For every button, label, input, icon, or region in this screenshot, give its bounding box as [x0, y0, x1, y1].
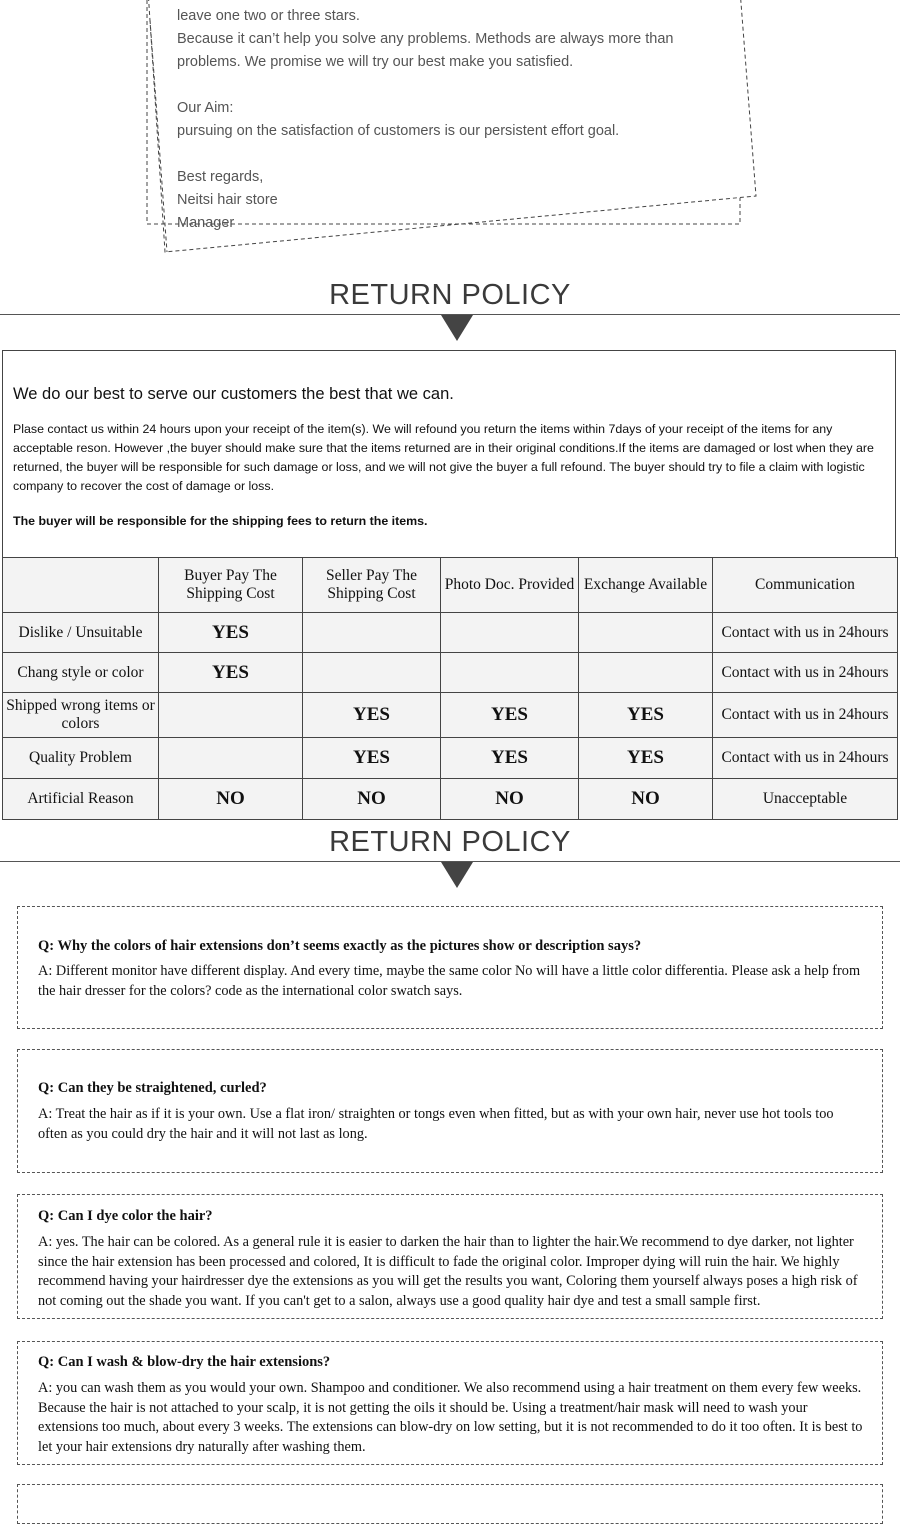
table-cell: Contact with us in 24hours: [713, 653, 898, 693]
table-cell: Artificial Reason: [3, 779, 159, 820]
table-cell: [303, 613, 441, 653]
table-row: [3, 779, 898, 820]
table-header-cell: [3, 558, 159, 613]
table-cell: YES: [441, 693, 579, 738]
table-cell: YES: [303, 738, 441, 779]
table-cell: YES: [303, 693, 441, 738]
down-arrow-icon: [441, 862, 473, 888]
table-row: [3, 693, 898, 738]
table-cell: [303, 653, 441, 693]
letter-text: [177, 0, 737, 235]
letter-line: pursuing on the satisfaction of customers is our persistent effort goal.: [177, 123, 620, 139]
faq-answer: A: yes. The hair can be colored. As a general rule it is easier to darken the hair than to lighter the hair.We recommend to dye darker, not lighter since the hair extension has been processed and colored, It is difficult to fade the original color. Improper dying will ruin the hair. We highly recommend having your hairdresser dye the extensions as you will get the results you want, Coloring them yourself always poses a high risk of not coming out the shade you want. If you can't get to a salon, always use a good quality hair dye and test a small sample first.: [38, 1234, 858, 1309]
letter-line: leave one two or three stars.: [177, 8, 360, 24]
table-header-cell: Photo Doc. Provided: [441, 558, 579, 613]
table-cell: Contact with us in 24hours: [713, 693, 898, 738]
faq-item: [17, 906, 883, 1029]
return-policy-box: [2, 350, 896, 817]
table-cell: [579, 613, 713, 653]
faq-question: Q: Can I wash & blow-dry the hair extensions?: [38, 1354, 331, 1370]
table-cell: Contact with us in 24hours: [713, 738, 898, 779]
table-cell: YES: [579, 738, 713, 779]
table-header-cell: Exchange Available: [579, 558, 713, 613]
table-cell: Unacceptable: [713, 779, 898, 820]
table-row: [3, 653, 898, 693]
faq-question: Q: Can I dye color the hair?: [38, 1208, 213, 1224]
table-cell: Chang style or color: [3, 653, 159, 693]
table-cell: NO: [579, 779, 713, 820]
table-cell: YES: [159, 653, 303, 693]
table-cell: Shipped wrong items or colors: [3, 693, 159, 738]
letter-line: Best regards,: [177, 169, 264, 185]
down-arrow-icon: [441, 315, 473, 341]
return-policy-header: [0, 279, 900, 349]
faq-question: Q: Why the colors of hair extensions don’t seems exactly as the pictures show or description says?: [38, 938, 642, 954]
table-cell: NO: [303, 779, 441, 820]
faq-answer: A: Treat the hair as if it is your own. Use a flat iron/ straighten or tongs even when fitted, but as with your own hair, never use hot tools too often as you could dry the hair and it will not last as long.: [38, 1106, 834, 1142]
table-header-row: [3, 558, 898, 613]
return-policy-table: [2, 557, 898, 820]
section-title: RETURN POLICY: [329, 826, 571, 858]
table-cell: Quality Problem: [3, 738, 159, 779]
table-cell: [159, 693, 303, 738]
table-cell: [441, 653, 579, 693]
table-cell: [579, 653, 713, 693]
faq-question: Q: Can they be straightened, curled?: [38, 1080, 267, 1096]
letter-line: Because it can’t help you solve any problems. Methods are always more than: [177, 31, 674, 47]
faq-item: [17, 1049, 883, 1173]
table-cell: Contact with us in 24hours: [713, 613, 898, 653]
faq-item: [17, 1341, 883, 1465]
faq-answer: A: you can wash them as you would your own. Shampoo and conditioner. We also recommend using a hair treatment on them every few weeks. Because the hair is not attached to your scalp, it is not getting the oils it should be. Using a treatment/hair mask will need to wash your extensions too much, about every 3 weeks. The extensions can blow-dry on low setting, but it is not recommended to do it too often. It is best to let your hair extensions dry naturally after washing them.: [38, 1380, 863, 1455]
faq-item: [17, 1194, 883, 1319]
table-header-cell: Buyer Pay The Shipping Cost: [159, 558, 303, 613]
table-row: [3, 613, 898, 653]
letter-line: Neitsi hair store: [177, 192, 278, 208]
table-header-cell: Seller Pay The Shipping Cost: [303, 558, 441, 613]
section-title: RETURN POLICY: [329, 279, 571, 311]
policy-note: The buyer will be responsible for the shipping fees to return the items.: [13, 514, 428, 528]
policy-body: [13, 420, 889, 496]
table-cell: YES: [579, 693, 713, 738]
policy-headline: We do our best to serve our customers the best that we can.: [13, 385, 454, 403]
table-cell: NO: [441, 779, 579, 820]
policy-body-text: Plase contact us within 24 hours upon your receipt of the item(s). We will refound you return the items within 7days of your receipt of the items for any acceptable reson. However ,the buyer should make sure that the items returned are in their original conditions.If the items are damaged or lost when they are returned, the buyer will be responsible for such damage or loss, and we will not give the buyer a full refound. The buyer should try to file a claim with logistic company to recover the cost of damage or loss.: [13, 422, 874, 493]
faq-item-partial: [17, 1484, 883, 1524]
table-cell: Dislike / Unsuitable: [3, 613, 159, 653]
table-cell: YES: [159, 613, 303, 653]
table-cell: [441, 613, 579, 653]
table-cell: NO: [159, 779, 303, 820]
table-row: [3, 738, 898, 779]
return-policy-header-2: [0, 826, 900, 896]
letter-line: Manager: [177, 215, 235, 231]
letter-line: Our Aim:: [177, 100, 234, 116]
letter-line: problems. We promise we will try our best make you satisfied.: [177, 54, 574, 70]
faq-answer: A: Different monitor have different display. And every time, maybe the same color No will have a little color differentia. Please ask a help from the hair dresser for the colors? code as the international color swatch says.: [38, 963, 861, 999]
table-cell: [159, 738, 303, 779]
letter-card: [0, 0, 900, 260]
table-cell: YES: [441, 738, 579, 779]
table-header-cell: Communication: [713, 558, 898, 613]
